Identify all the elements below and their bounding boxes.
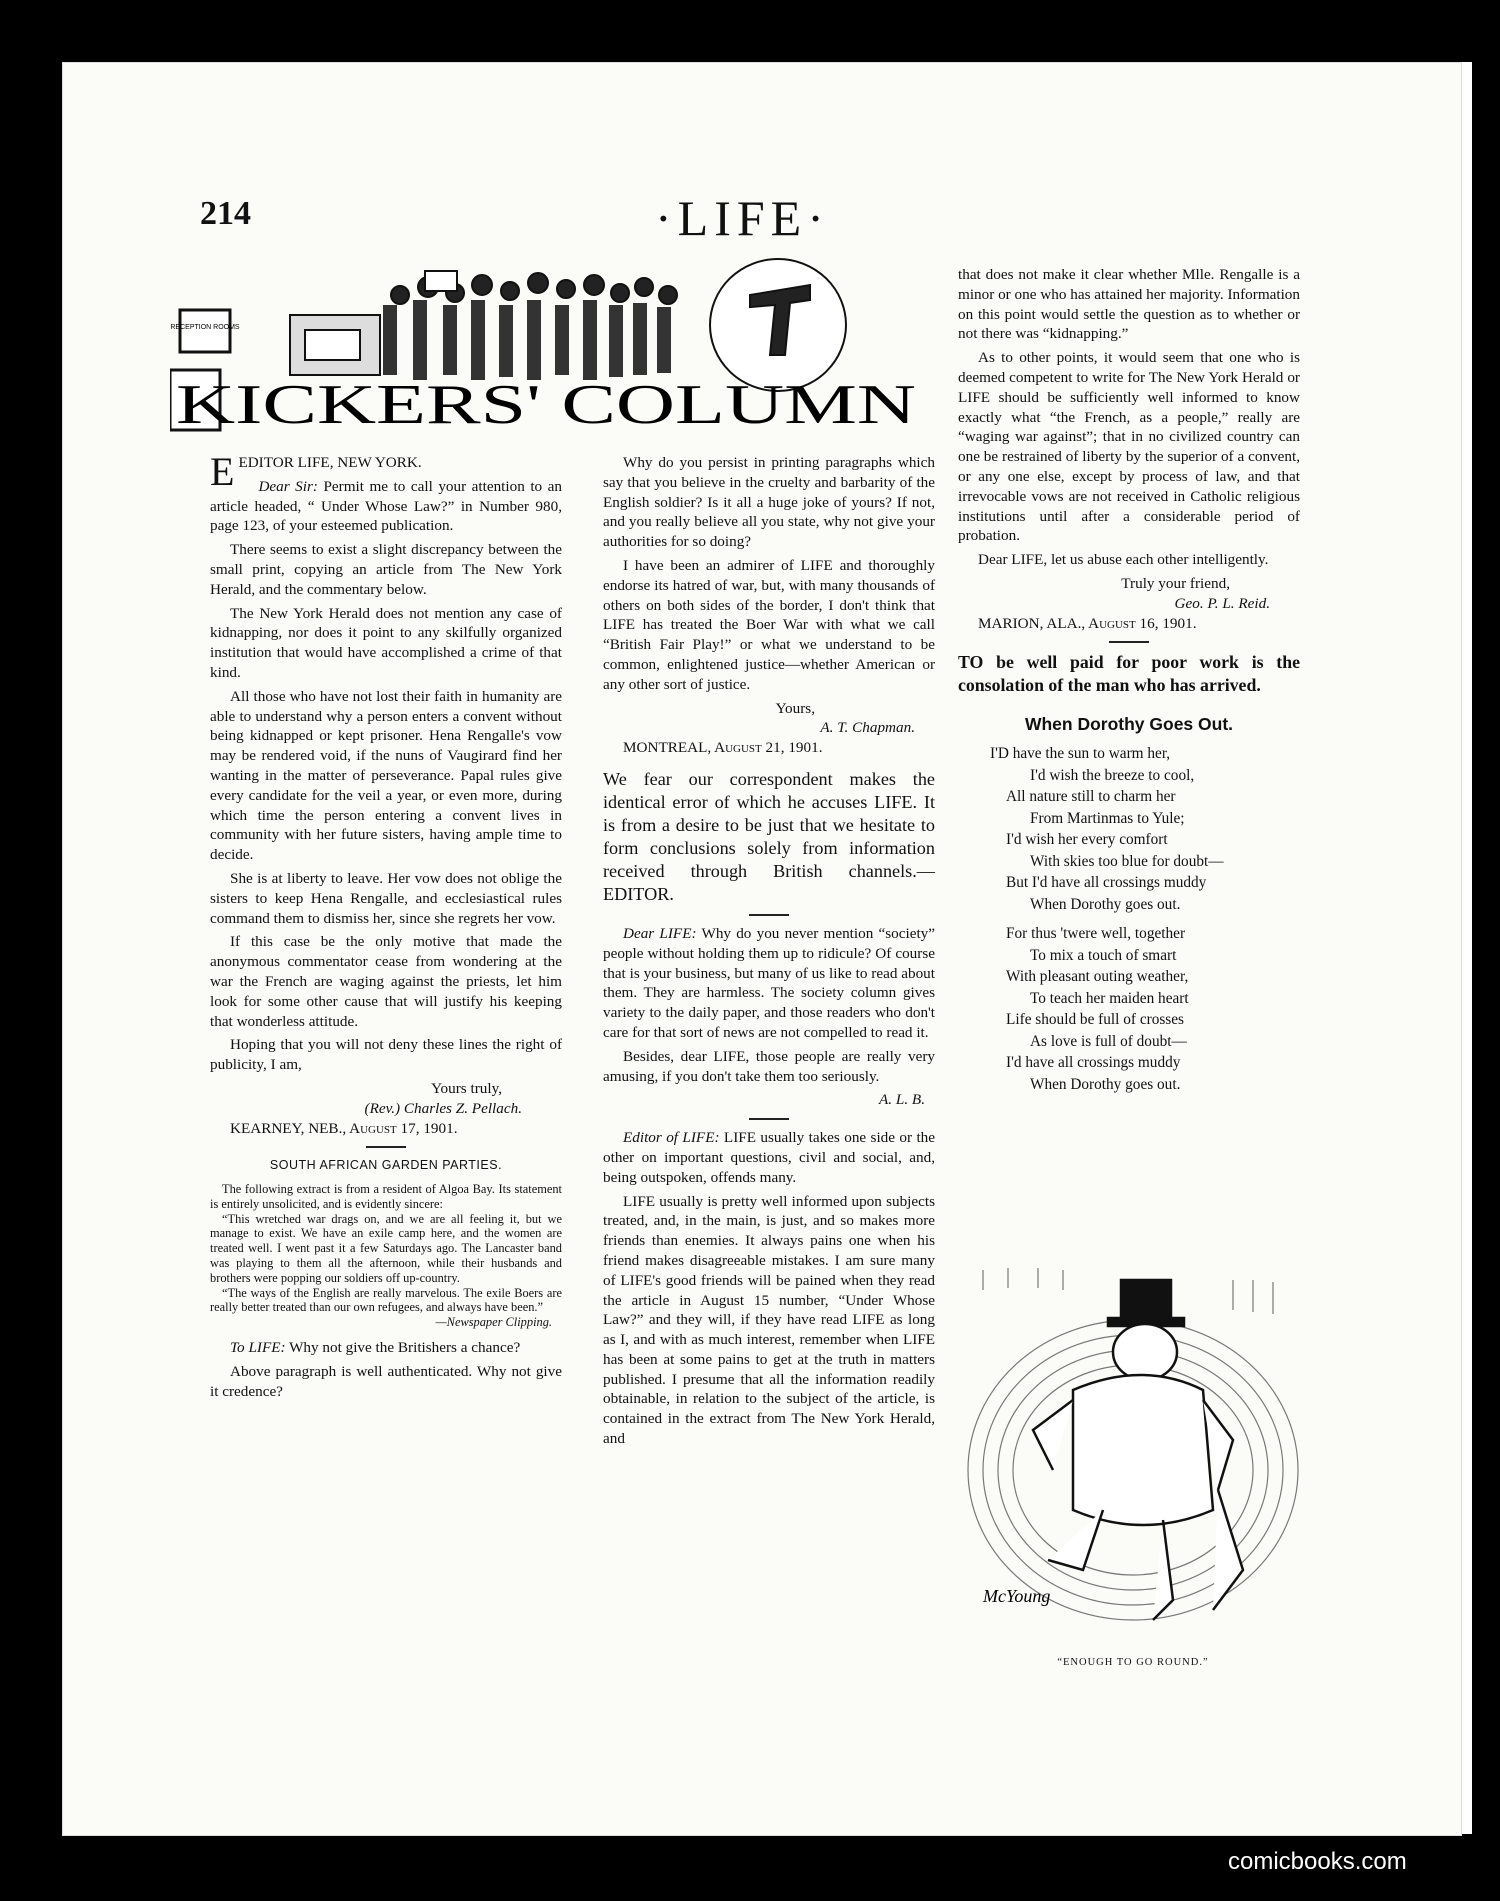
page-header xyxy=(200,190,925,246)
divider xyxy=(749,1118,789,1120)
page-number: 214 xyxy=(200,195,251,232)
cartoon-caption: “ENOUGH TO GO ROUND.” xyxy=(1057,1657,1209,1668)
news-clipping: The following extract is from a resident of Algoa Bay. Its statement is entirely unsolicited, and is evidently sincere: “This wretched war drags on, and we are all feeling it, but we manage to exist. We have an exile camp here, and the women are treated well. I went past it a few Saturdays ago. The Lancaster band was playing to them all the afternoon, while their husbands and brothers were popping our soldiers off up-country. “The ways of the English are really marvelous. The exile Boers are really better treated than our own refugees, and always have been.” —Newspaper Clipping. xyxy=(210,1182,562,1330)
column-2: Why do you persist in printing paragraphs which say that you believe in the cruelty and barbarity of the English soldier? Is it all a huge joke of yours? If not, and you really believe all you state, why not give your authorities for so doing? I have been an admirer of LIFE and thoroughly endorse its hatred of war, but, with many thousands of others on both sides of the border, I don't think that LIFE has treated the Boer War with what we call “British Fair Play!” or what we understand to be common, enlightened justice—whether American or any other sort of justice. Yours, A. T. Chapman. MONTREAL, August 21, 1901. We fear our correspondent makes the identical error of which he accuses LIFE. It is from a desire to be just that we hesitate to form conclusions solely from information received through British channels.—EDITOR. Dear LIFE: Why do you never mention “society” people without holding them up to ridicule? Of course that is your business, but many of us like to read about them. They are harmless. The society column gives variety to the daily paper, and those readers who don't care for that sort of news are not compelled to read it. Besides, dear LIFE, those people are really very amusing, if you don't take them too seriously. A. L. B. Editor of LIFE: LIFE usually takes one side or the other on important questions, civil and social, and, being outspoken, offends many. LIFE usually is pretty well informed upon subjects treated, and, in the main, is just, and so makes more friends than enemies. It always pains one when his friend makes disagreeable mistakes. I am sure many of LIFE's good friends will be pained when they read the article in August 15 number, “Under Whose Law?” and they will, if they have read LIFE as long as I, and with as much interest, remember when LIFE has been at some pains to get at the truth in matters published. I presume that all the information readily obtainable, in relation to the subject of the article, is contained in the extract from The New York Herald, and xyxy=(603,454,935,1448)
poem-title: When Dorothy Goes Out. xyxy=(1024,714,1234,735)
artist-signature: McYoung xyxy=(983,1586,1051,1606)
kickers-column-banner xyxy=(170,255,925,433)
cartoon-illustration xyxy=(963,1240,1303,1640)
divider xyxy=(1109,641,1149,643)
column-1: EEDITOR LIFE, NEW YORK. Dear Sir: Permit me to call your attention to an article headed, “ Under Whose Law?” in Number 980, page 123, of your esteemed publication. There seems to exist a slight discrepancy between the small print, copying an article from The New York Herald, and the commentary below. The New York Herald does not mention any case of kidnapping, nor does it point to any skilfully organized institution that would have accomplished a crime of that kind. All those who have not lost their faith in humanity are able to understand why a person enters a convent without being kidnapped or kept prisoner. Hena Rengalle's vow may be rendered void, if the nuns of Vaugirard find her wanting in the matter of perseverance. Papal rules give every candidate for the veil a year, or even more, during which time the person entering a convent lives in community with her future sisters, having ample time to decide. She is at liberty to leave. Her vow does not oblige the sisters to keep Hena Rengalle, and ecclesiastical rules command them to dismiss her, since she regrets her vow. If this case be the only motive that made the anonymous commentator cease from wondering at the war the French are waging against the priests, let him look for some other cause that will justify his keeping that wonderless attitude. Hoping that you will not deny these lines the right of publicity, I am, Yours truly, (Rev.) Charles Z. Pellach. KEARNEY, NEB., August 17, 1901. SOUTH AFRICAN GARDEN PARTIES. The following extract is from a resident of Algoa Bay. Its statement is entirely unsolicited, and is evidently sincere: “This wretched war drags on, and we are all feeling it, but we manage to exist. We have an exile camp here, and the women are treated well. I went past it a few Saturdays ago. The Lancaster band was playing to them all the afternoon, while their husbands and brothers were popping our soldiers off up-country. “The ways of the English are really marvelous. The exile Boers are really better treated than our own refugees, and always have been.” —Newspaper Clipping. To LIFE: Why not give the Britishers a chance? Above paragraph is well authenticated. Why not give it credence? xyxy=(210,449,562,1400)
poem: I'D have the sun to warm her, I'd wish the breeze to cool, All nature still to charm her From Martinmas to Yule; I'd wish her every comfort With skies too blue for doubt— But I'd have all crossings muddy When Dorothy goes out. For thus 'twere well, together To mix a touch of smart With pleasant outing weather, To teach her maiden heart Life should be full of crosses As love is full of doubt— I'd have all crossings muddy When Dorothy goes out. xyxy=(990,745,1224,1093)
banner-title: KICKERS' COLUMN xyxy=(176,374,916,433)
watermark: comicbooks.com xyxy=(1228,1848,1407,1875)
reception-sign: RECEPTION ROOMS xyxy=(170,324,240,331)
next-page-edge xyxy=(1462,62,1472,1834)
divider xyxy=(749,914,789,916)
divider xyxy=(366,1146,406,1148)
column-3: that does not make it clear whether Mlle. Rengalle is a minor or one who has attained her majority. Information on this point would settle the question as to whether or not there was “kidnapping.” As to other points, it would seem that one who is deemed competent to write for The New York Herald or LIFE should be sufficiently well informed to know exactly what “the French, as a people,” really are “waging war against”; that in no civilized country can one be restrained of liberty by the superior of a convent, or any one else, except by process of law, and that irrevocable vows are not received in Catholic religious institutions until after a considerable period of probation. Dear LIFE, let us abuse each other intelligently. Truly your friend, Geo. P. L. Reid. MARION, ALA., August 16, 1901. TO be well paid for poor work is the consolation of the man who has arrived. When Dorothy Goes Out. I'D have the sun to warm her, I'd wish the breeze to cool, All nature still to charm her From Martinmas to Yule; I'd wish her every comfort With skies too blue for doubt— But I'd have all crossings muddy When Dorothy goes out. For thus 'twere well, together To mix a touch of smart With pleasant outing weather, To teach her maiden heart Life should be full of crosses As love is full of doubt— I'd have all crossings muddy When Dorothy goes out. xyxy=(958,265,1300,1095)
epigram: TO be well paid for poor work is the consolation of the man who has arrived. xyxy=(958,652,1300,696)
editor-response: We fear our correspondent makes the identical error of which he accuses LIFE. It is from a desire to be just that we hesitate to form conclusions solely from information received through British channels.—EDITOR. xyxy=(603,768,935,904)
section-title: SOUTH AFRICAN GARDEN PARTIES. xyxy=(269,1158,503,1173)
letter-salutation: EEDITOR LIFE, NEW YORK. xyxy=(210,449,422,494)
masthead: ·LIFE· xyxy=(655,190,830,246)
